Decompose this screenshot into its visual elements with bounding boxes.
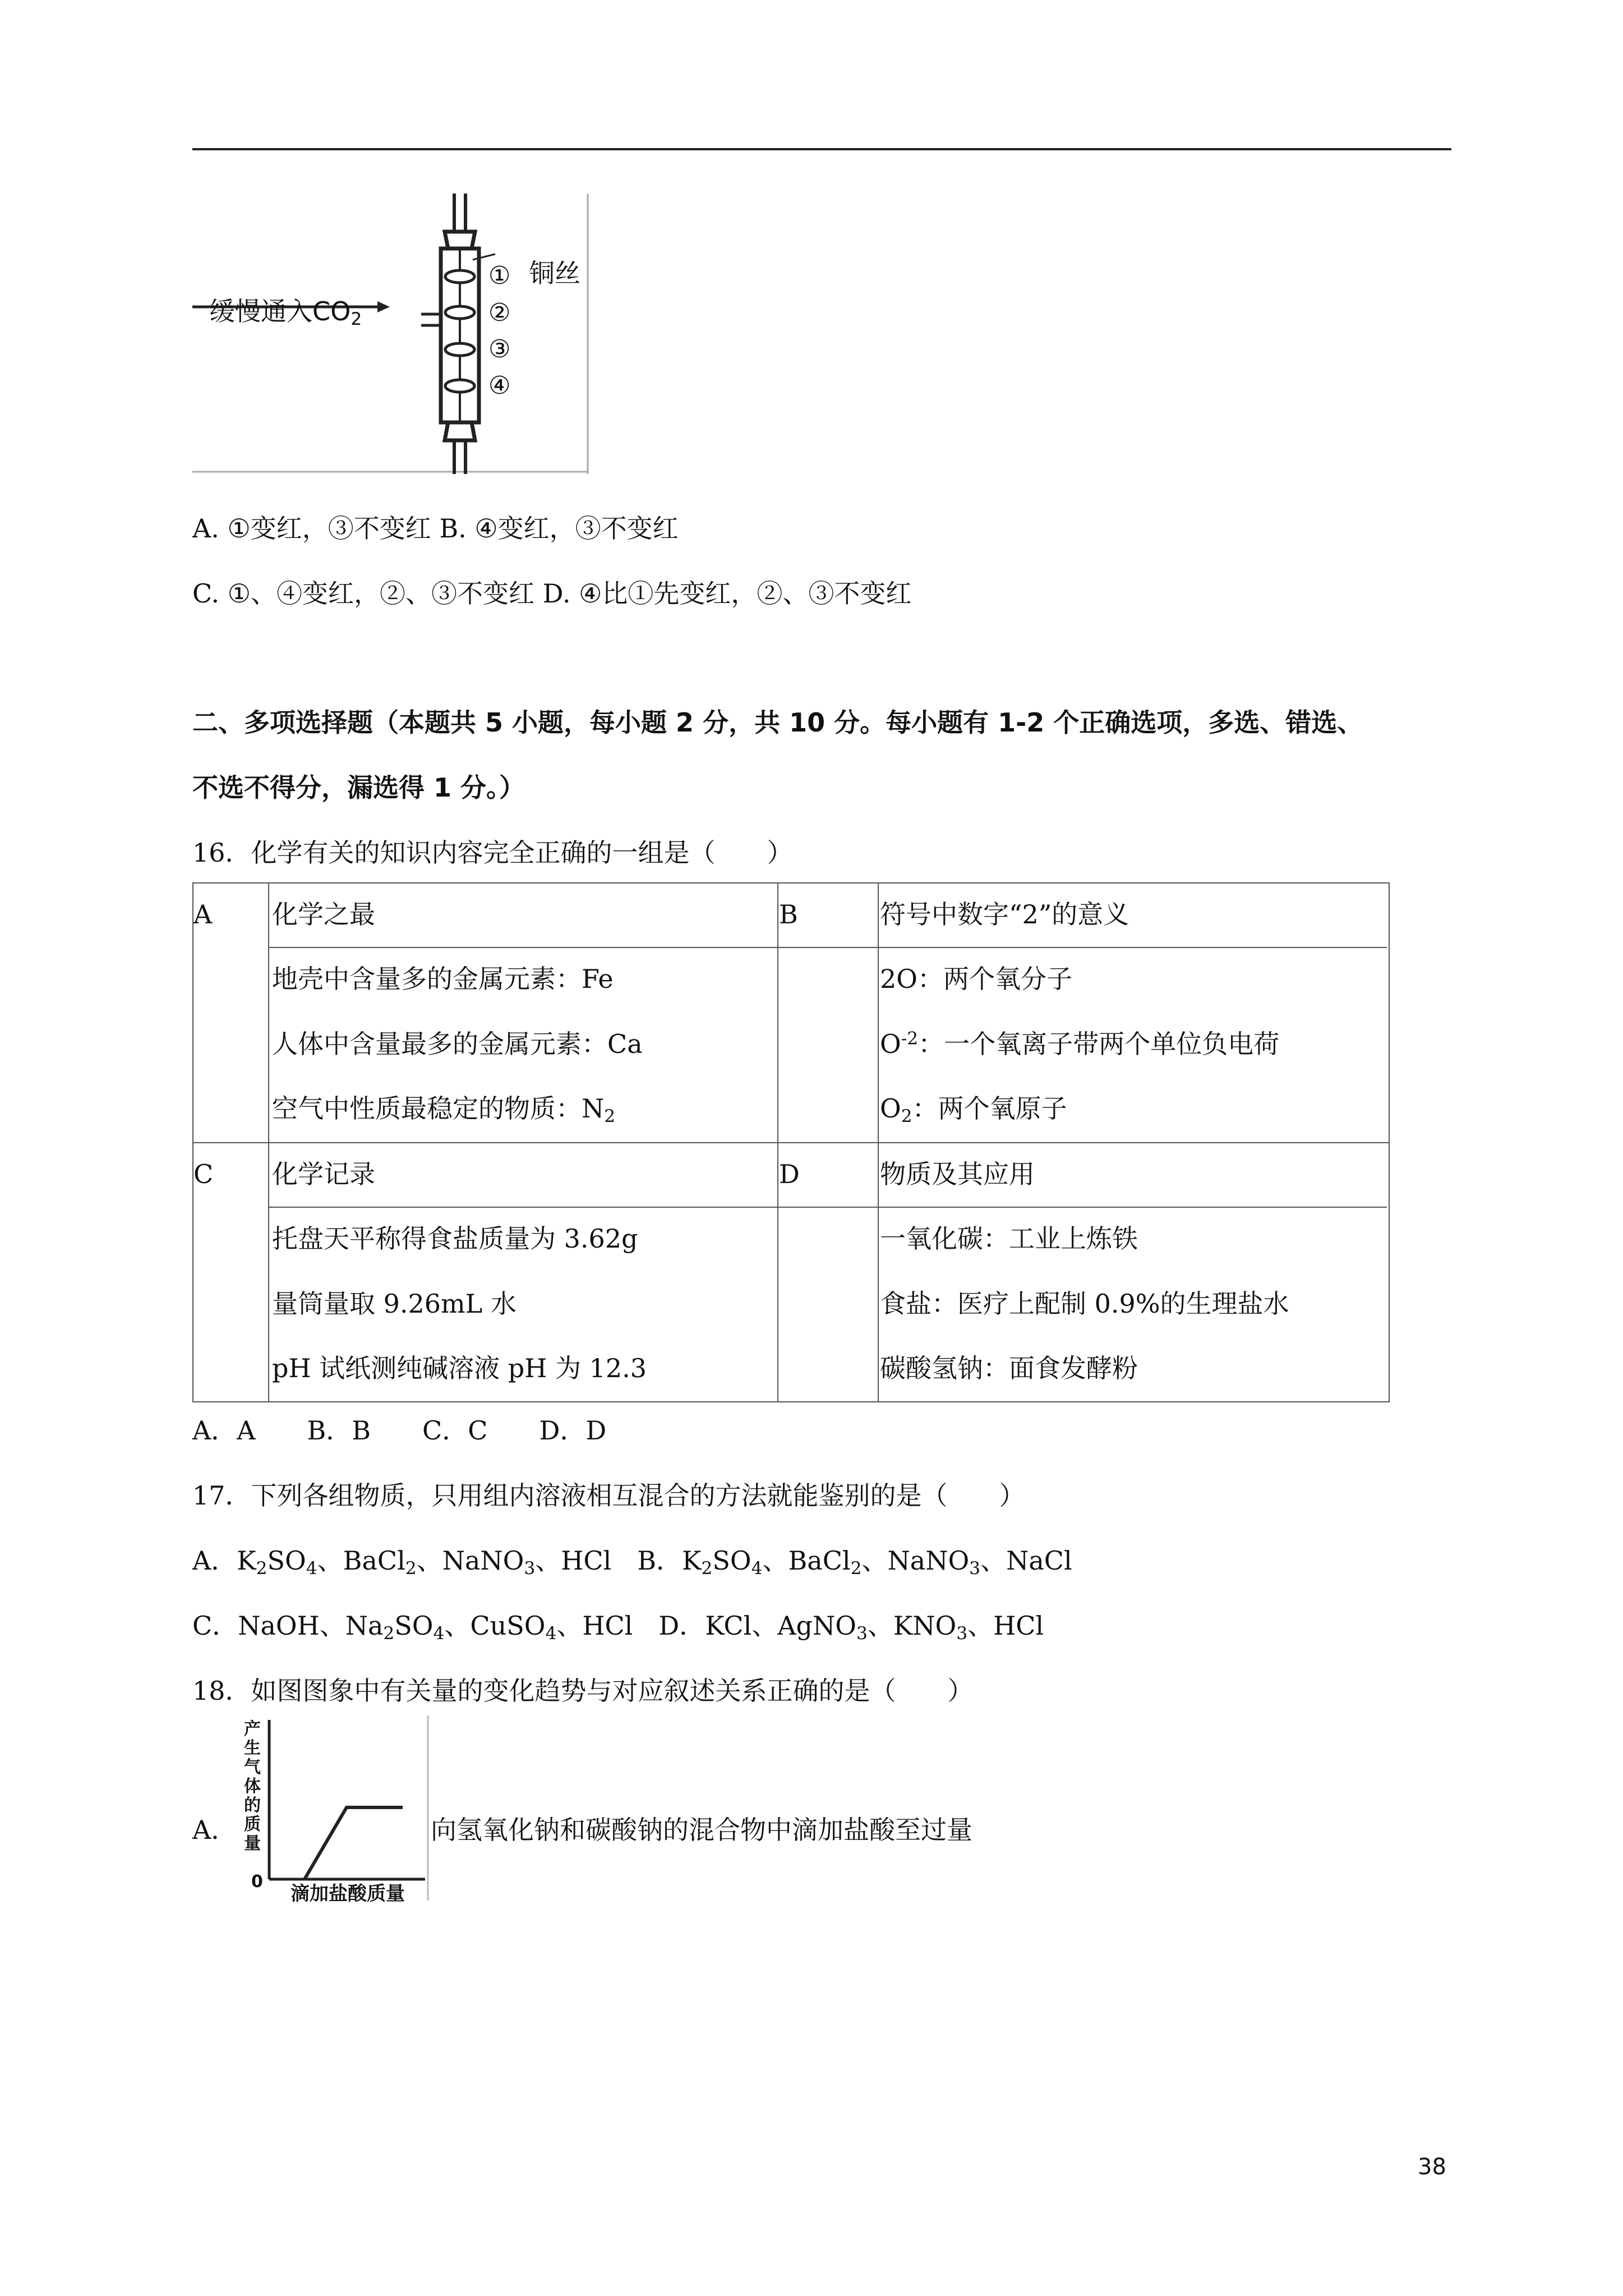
q15-options-line2: C. ①、④变红，②、③不变红 D. ④比①先变红，②、③不变红	[192, 578, 912, 609]
cell-a-line1: 地壳中含量多的金属元素：Fe	[272, 964, 614, 994]
section2-heading-line2: 不选不得分，漏选得 1 分。）	[192, 772, 525, 803]
section2-heading-line1: 二、多项选择题（本题共 5 小题，每小题 2 分，共 10 分。每小题有 1-2 个正确选项，多选、错选、	[192, 707, 1363, 738]
q18-option-a-letter: A．	[192, 1815, 237, 1845]
cell-c-title: 化学记录	[272, 1159, 375, 1189]
cell-c-line3: pH 试纸测纯碱溶液 pH 为 12.3	[272, 1353, 647, 1383]
q18-stem: 18．如图图象中有关量的变化趋势与对应叙述关系正确的是（ ）	[192, 1676, 974, 1706]
q17-options-ab: A．$K_2SO_4$、BaCl$_2$、NaNO$_3$、HCl B．$K_2SO_4$、BaCl$_2$、NaNO$_3$、NaCl	[192, 1545, 1072, 1579]
marker-1: ①	[488, 261, 511, 290]
graph-origin-label: 0	[251, 1872, 263, 1892]
cell-d-letter: D	[779, 1159, 800, 1189]
cell-c-line1: 托盘天平称得食盐质量为 3.62g	[272, 1223, 638, 1254]
cell-c-letter: C	[193, 1159, 214, 1189]
q17-options-cd: C．NaOH、$Na_2SO_4$、CuSO$_4$、HCl D．KCl、AgNO$_3$、$KNO_3$、HCl	[192, 1611, 1044, 1644]
cell-a-letter: A	[193, 899, 213, 930]
marker-2: ②	[488, 298, 511, 327]
q17-stem: 17．下列各组物质，只用组内溶液相互混合的方法就能鉴别的是（ ）	[192, 1480, 1025, 1511]
cell-d-line1: 一氧化碳：工业上炼铁	[880, 1223, 1138, 1254]
marker-3: ③	[488, 335, 511, 364]
cell-b-line1: 2O：两个氧分子	[880, 964, 1072, 994]
co2-inlet-label: 缓慢通入$CO_2$	[209, 296, 362, 329]
q15-options-line1: A. ①变红，③不变红 B. ④变红，③不变红	[192, 513, 679, 544]
cell-a-title: 化学之最	[272, 899, 375, 930]
apparatus-drawing	[192, 194, 591, 474]
cell-d-line3: 碳酸氢钠：面食发酵粉	[880, 1353, 1138, 1383]
cell-d-line2: 食盐：医疗上配制 0.9%的生理盐水	[880, 1289, 1289, 1319]
header-rule	[192, 148, 1451, 150]
graph-y-label: 产生气体的质量	[244, 1719, 261, 1853]
cell-b-title: 符号中数字“2”的意义	[880, 899, 1129, 930]
marker-4: ④	[488, 371, 511, 400]
q16-options: A．A B．B C．C D．D	[192, 1415, 607, 1446]
gas-mass-graph	[234, 1715, 431, 1906]
cell-b-line2: $O^{-2}$：一个氧离子带两个单位负电荷	[880, 1028, 1280, 1059]
cell-d-title: 物质及其应用	[880, 1159, 1035, 1189]
q16-stem: 16．化学有关的知识内容完全正确的一组是（ ）	[192, 838, 793, 868]
graph-x-label: 滴加盐酸质量	[291, 1883, 405, 1905]
co2-apparatus-figure	[192, 194, 591, 474]
cell-c-line2: 量筒量取 9.26mL 水	[272, 1289, 517, 1319]
q18-option-a-text: 向氢氧化钠和碳酸钠的混合物中滴加盐酸至过量	[431, 1815, 972, 1845]
cell-b-letter: B	[779, 899, 798, 930]
page-number: 38	[1418, 2154, 1446, 2180]
cell-a-line3: 空气中性质最稳定的物质：$N_2$	[272, 1093, 616, 1126]
cell-b-line3: $O_2$：两个氧原子	[880, 1093, 1067, 1126]
copper-wire-label: 铜丝	[529, 258, 580, 288]
q16-table	[192, 882, 1390, 1402]
q18-graph-a	[234, 1715, 431, 1906]
cell-a-line2: 人体中含量最多的金属元素：Ca	[272, 1029, 643, 1059]
